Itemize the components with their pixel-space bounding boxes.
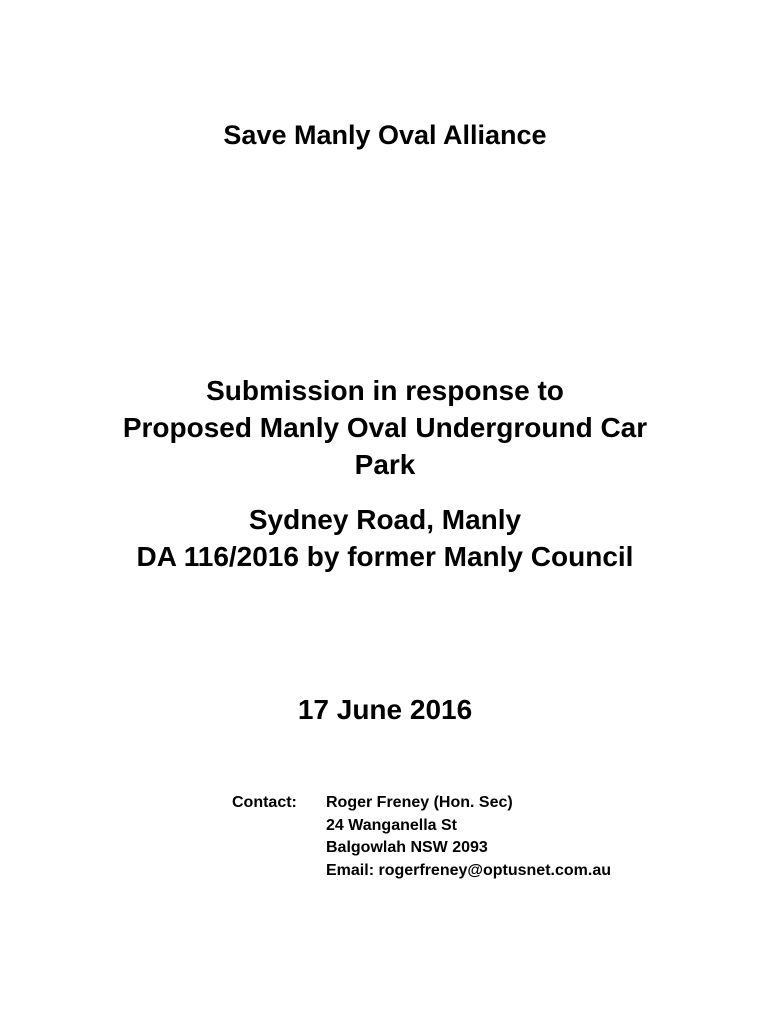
location-line-1: Sydney Road, Manly <box>248 504 522 535</box>
contact-label: Contact: <box>232 794 297 811</box>
organisation-title: Save Manly Oval Alliance <box>223 120 547 150</box>
submission-heading <box>0 372 770 483</box>
submission-line-3: Park <box>354 449 416 480</box>
submission-line-2: Proposed Manly Oval Underground Car <box>122 412 648 443</box>
submission-date: 17 June 2016 <box>297 694 473 725</box>
contact-details <box>326 792 611 882</box>
location-line-2: DA 116/2016 by former Manly Council <box>136 541 634 572</box>
contact-street: 24 Wanganella St <box>326 816 457 834</box>
location-heading <box>0 501 770 575</box>
submission-line-1: Submission in response to <box>206 375 564 406</box>
contact-email: Email: rogerfreney@optusnet.com.au <box>326 861 611 879</box>
contact-suburb: Balgowlah NSW 2093 <box>326 839 488 856</box>
contact-name: Roger Freney (Hon. Sec) <box>326 794 513 811</box>
